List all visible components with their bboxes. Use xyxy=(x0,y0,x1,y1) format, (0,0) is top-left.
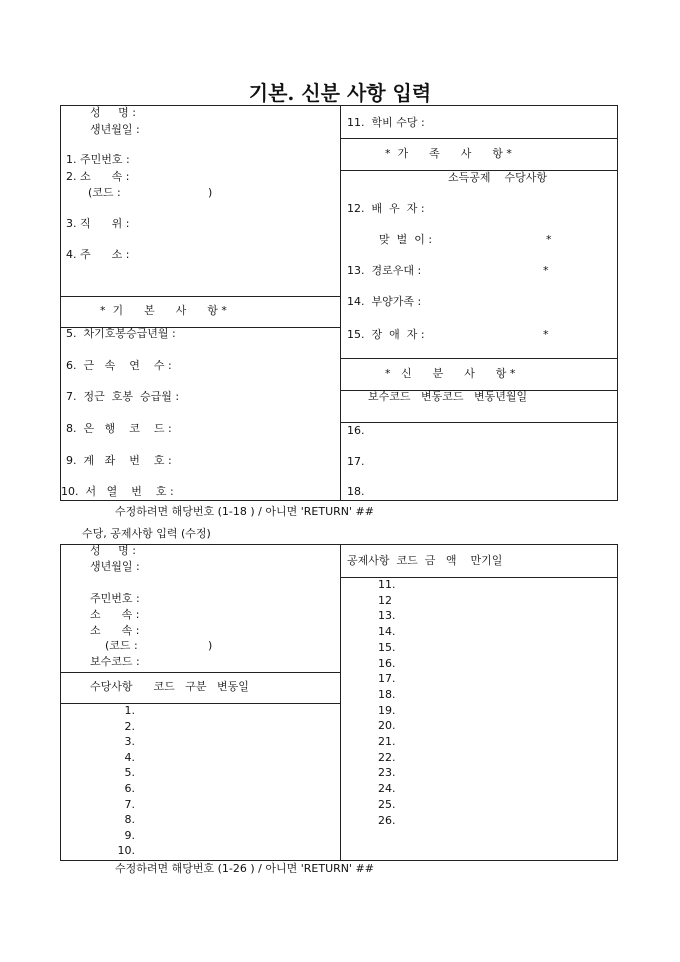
basic-info-form xyxy=(60,105,618,501)
section-header-basic: * 기 본 사 항 * xyxy=(100,304,227,317)
divider xyxy=(340,138,618,139)
deduction-row[interactable]: 23. xyxy=(378,766,396,780)
allowance-row[interactable]: 4. xyxy=(124,750,135,764)
spouse-field[interactable]: 12. 배 우 자 : xyxy=(347,202,425,215)
dual-income-field[interactable]: 맞 벌 이 : xyxy=(379,233,433,246)
position-field[interactable]: 3. 직 위 : xyxy=(66,217,130,230)
deduction-row[interactable]: 14. xyxy=(378,625,396,639)
divider xyxy=(60,672,340,673)
column-divider xyxy=(340,105,341,501)
divider xyxy=(340,422,618,423)
deduction-columns: 공제사항 코드 금 액 만기일 xyxy=(347,554,503,567)
deduction-row[interactable]: 15. xyxy=(378,640,396,654)
tuition-allowance-field[interactable]: 11. 학비 수당 : xyxy=(347,116,425,129)
step-month-field[interactable]: 7. 정근 호봉 승급월 : xyxy=(66,390,180,403)
divider xyxy=(340,358,618,359)
address-field[interactable]: 4. 주 소 : xyxy=(66,248,130,261)
page-title: 기본. 신분 사항 입력 xyxy=(248,81,432,105)
status-row-16[interactable]: 16. xyxy=(347,424,365,437)
birth-field[interactable]: 생년월일 : xyxy=(90,123,140,136)
allowance-row[interactable]: 9. xyxy=(124,828,135,842)
divider xyxy=(60,296,340,297)
edit-prompt-2: 수정하려면 해당번호 (1-26 ) / 아니면 'RETURN' ## xyxy=(115,862,374,875)
allowance-row[interactable]: 3. xyxy=(124,735,135,749)
section-header-family: * 가 족 사 항 * xyxy=(385,147,512,160)
section-subtitle: 수당, 공제사항 입력 (수정) xyxy=(82,527,211,540)
department-field-2[interactable]: 소 속 : xyxy=(90,624,140,637)
resident-number-field[interactable]: 주민번호 : xyxy=(90,592,140,605)
bank-code-field[interactable]: 8. 은 행 코 드 : xyxy=(66,422,172,435)
family-columns: 소득공제 수당사항 xyxy=(448,171,547,184)
name-field[interactable]: 성 명 : xyxy=(90,106,136,119)
allowance-row[interactable]: 8. xyxy=(124,813,135,827)
status-columns: 보수코드 변동코드 변동년월일 xyxy=(368,390,528,403)
allowance-row[interactable]: 1. xyxy=(124,704,135,717)
column-divider xyxy=(340,544,341,861)
pay-code-field[interactable]: 보수코드 : xyxy=(90,655,140,668)
next-step-date-field[interactable]: 5. 차기호봉승급년월 : xyxy=(66,327,176,340)
deduction-row[interactable]: 19. xyxy=(378,703,396,717)
status-row-18[interactable]: 18. xyxy=(347,485,365,498)
code-close-paren: ) xyxy=(208,639,213,652)
deduction-row[interactable]: 18. xyxy=(378,687,396,701)
resident-number-field[interactable]: 1. 주민번호 : xyxy=(66,153,130,166)
disabled-mark: * xyxy=(543,328,549,341)
section-header-status: * 신 분 사 항 * xyxy=(385,367,516,380)
allowance-row[interactable]: 7. xyxy=(124,797,135,811)
deduction-row[interactable]: 11. xyxy=(378,578,396,591)
birth-field[interactable]: 생년월일 : xyxy=(90,560,140,573)
allowance-row[interactable]: 5. xyxy=(124,766,135,780)
department-code-field[interactable]: (코드 : xyxy=(105,639,138,652)
department-field[interactable]: 2. 소 속 : xyxy=(66,170,130,183)
department-field[interactable]: 소 속 : xyxy=(90,608,140,621)
deduction-row[interactable]: 12 xyxy=(378,593,392,607)
status-row-17[interactable]: 17. xyxy=(347,455,365,468)
deduction-row[interactable]: 16. xyxy=(378,656,396,670)
account-number-field[interactable]: 9. 계 좌 번 호 : xyxy=(66,454,172,467)
dual-income-mark: * xyxy=(546,233,552,246)
elderly-mark: * xyxy=(543,264,549,277)
code-close-paren: ) xyxy=(208,186,213,199)
allowance-row[interactable]: 2. xyxy=(124,719,135,733)
allowance-row[interactable]: 6. xyxy=(124,782,135,795)
allowance-columns: 수당사항 코드 구분 변동일 xyxy=(90,680,249,693)
deduction-row[interactable]: 26. xyxy=(378,813,396,827)
disabled-field[interactable]: 15. 장 애 자 : xyxy=(347,328,425,341)
deduction-row[interactable]: 20. xyxy=(378,719,396,733)
edit-prompt-1: 수정하려면 해당번호 (1-18 ) / 아니면 'RETURN' ## xyxy=(115,505,374,518)
department-code-field[interactable]: (코드 : xyxy=(88,186,121,199)
deduction-row[interactable]: 25. xyxy=(378,797,396,811)
elderly-field[interactable]: 13. 경로우대 : xyxy=(347,264,422,277)
years-of-service-field[interactable]: 6. 근 속 연 수 : xyxy=(66,359,172,372)
allowance-row[interactable]: 10. xyxy=(117,844,135,858)
deduction-row[interactable]: 24. xyxy=(378,782,396,796)
deduction-row[interactable]: 21. xyxy=(378,735,396,748)
deduction-row[interactable]: 13. xyxy=(378,609,396,623)
name-field[interactable]: 성 명 : xyxy=(90,544,136,557)
deduction-row[interactable]: 22. xyxy=(378,750,396,764)
deduction-row[interactable]: 17. xyxy=(378,672,396,686)
seniority-number-field[interactable]: 10. 서 열 번 호 : xyxy=(61,485,174,498)
dependents-field[interactable]: 14. 부양가족 : xyxy=(347,295,422,308)
